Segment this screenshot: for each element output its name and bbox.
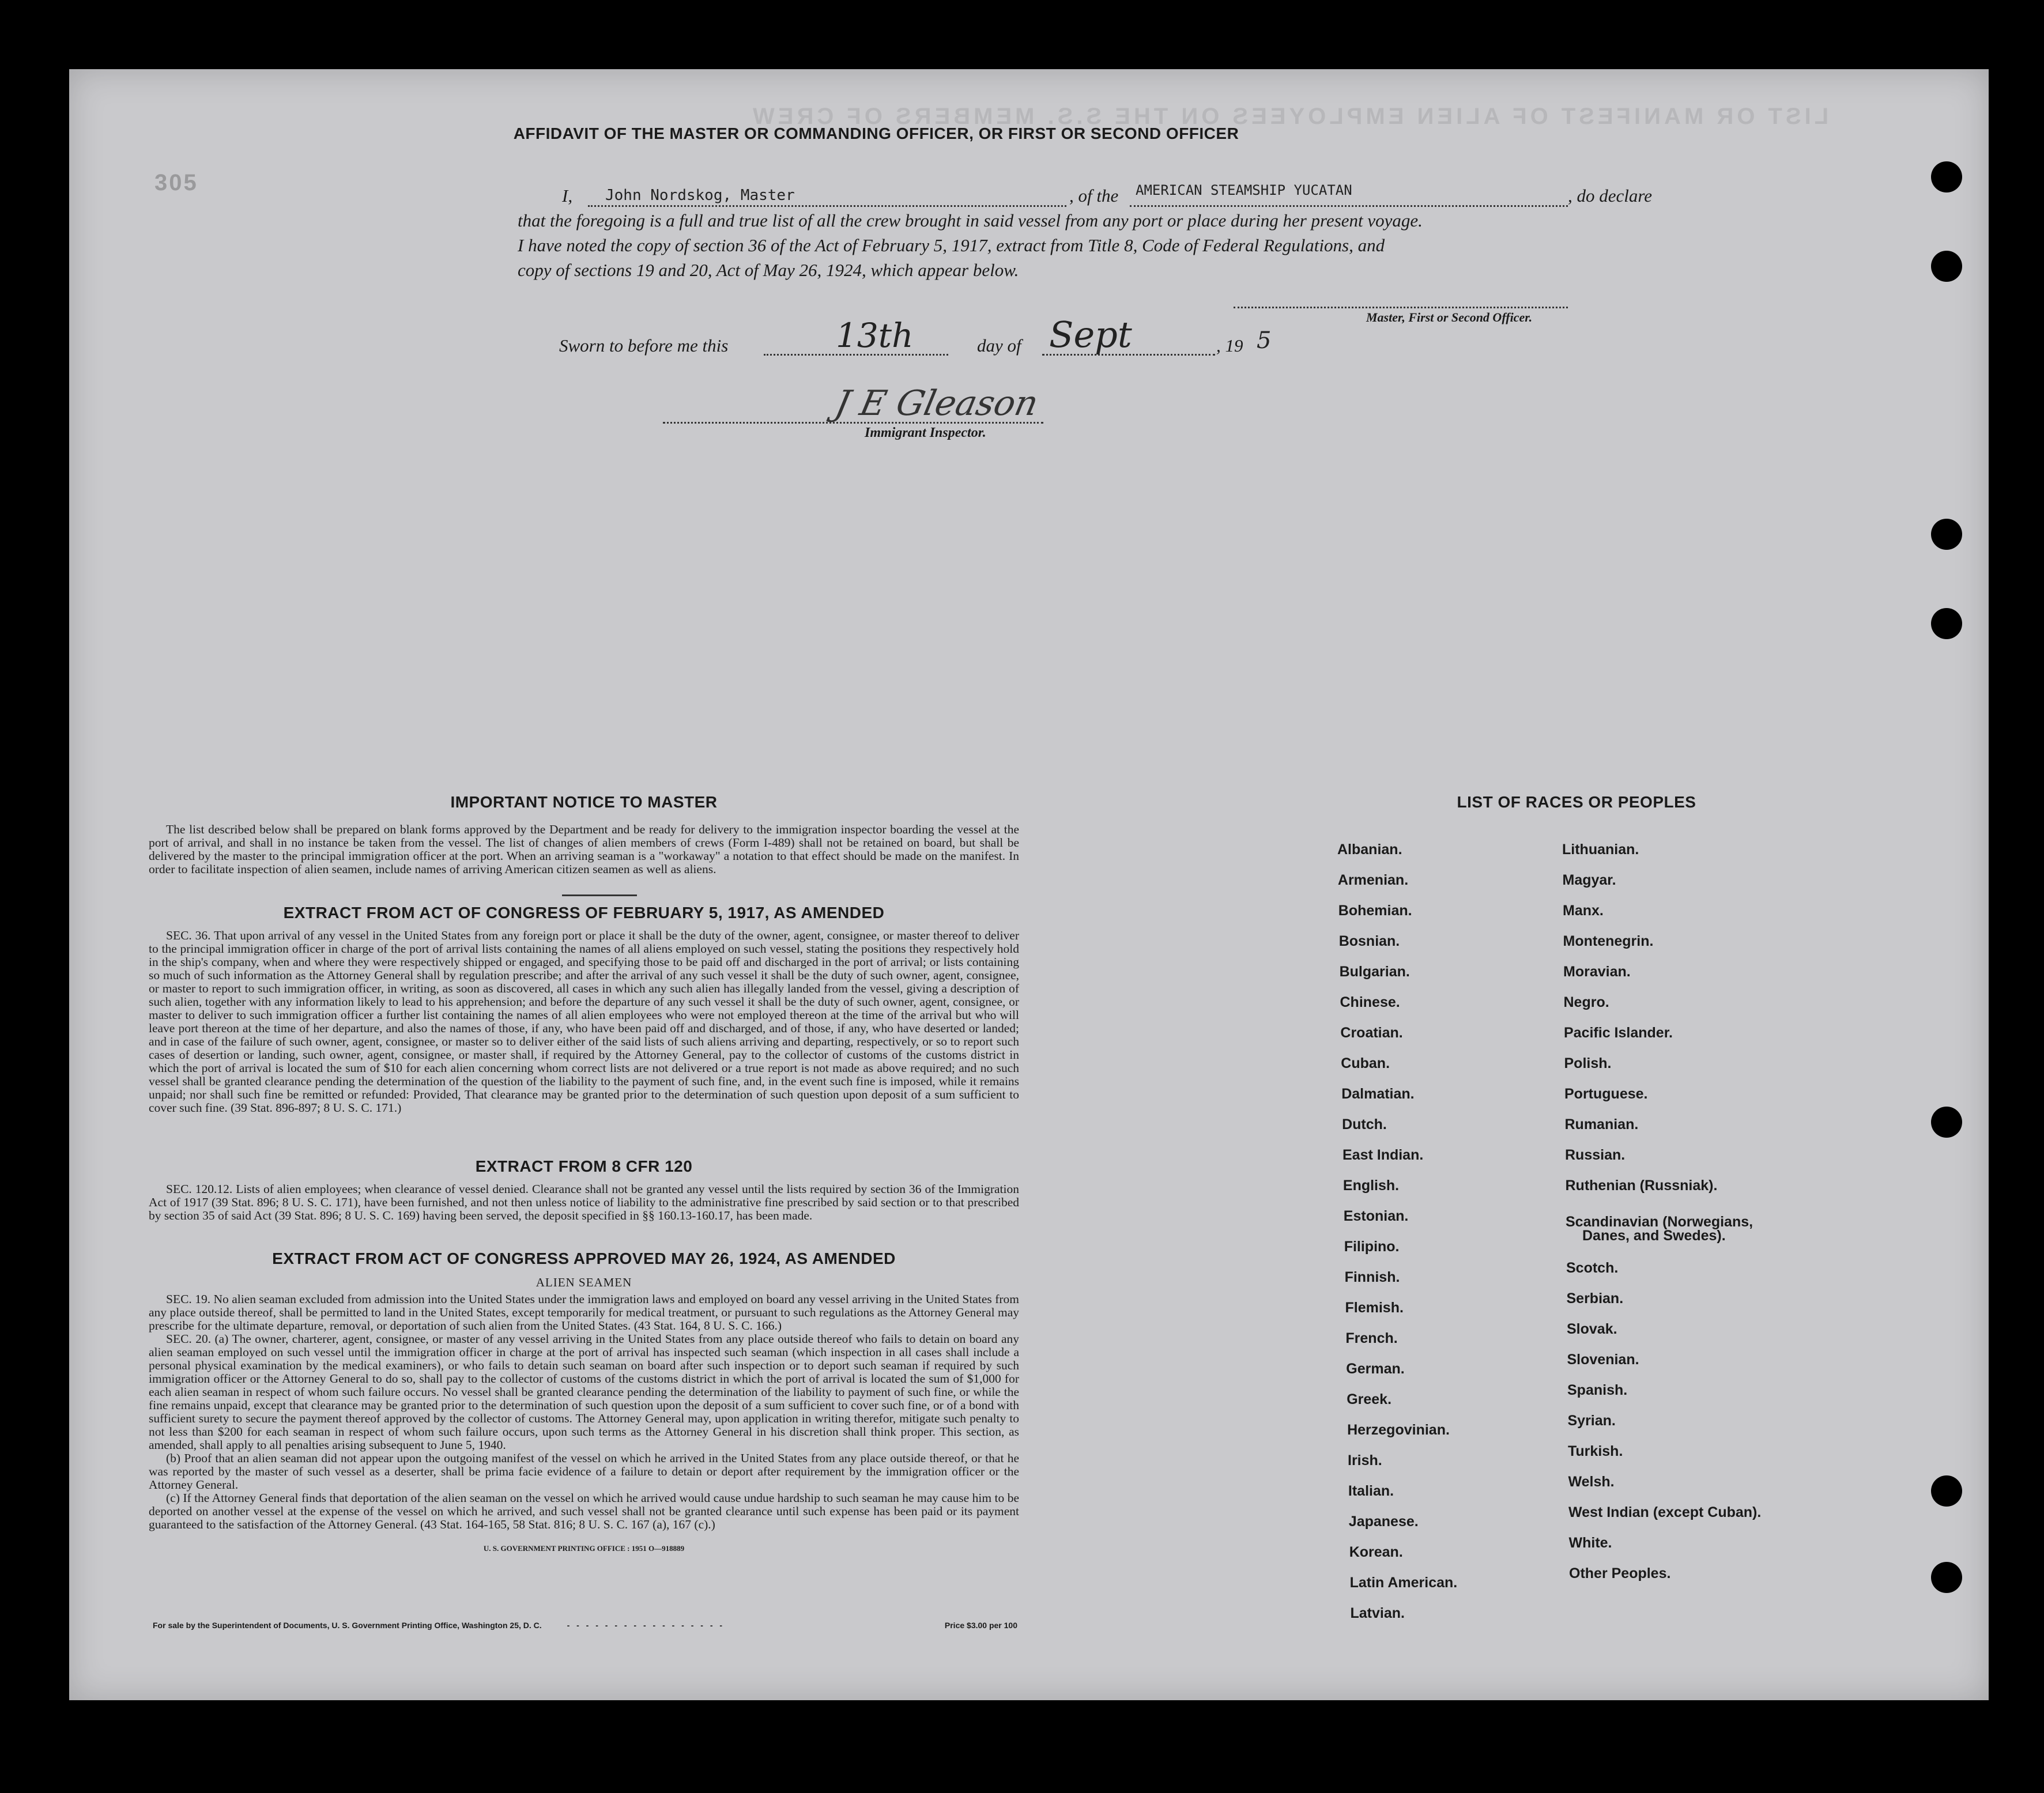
race-item: Latvian. (1350, 1605, 1405, 1621)
race-item: Lithuanian. (1562, 841, 1639, 858)
extract-1917-title: EXTRACT FROM ACT OF CONGRESS OF FEBRUARY 5, 1917, AS AMENDED (283, 904, 885, 922)
affidavit-title: AFFIDAVIT OF THE MASTER OR COMMANDING OFFICER, OR FIRST OR SECOND OFFICER (513, 124, 1239, 142)
race-item: Montenegrin. (1563, 933, 1654, 949)
bleed-through-text: LIST OR MANIFEST OF ALIEN EMPLOYEES ON THE S.S. MEMBERS OF CREW (749, 104, 1829, 129)
affidavit-line-3: I have noted the copy of section 36 of the Act of February 5, 1917, extract from Title 8, Code of Federal Regulations, and (518, 235, 1385, 255)
race-item: Portuguese. (1564, 1086, 1648, 1102)
race-item: Cuban. (1341, 1055, 1390, 1071)
inspector-label: Immigrant Inspector. (865, 425, 986, 440)
race-item: Finnish. (1344, 1269, 1400, 1285)
inspector-signature: J E Gleason (831, 383, 1042, 424)
race-item: Slovenian. (1567, 1352, 1639, 1368)
sale-notice: For sale by the Superintendent of Documents, U. S. Government Printing Office, Washington 25, D. C. (153, 1621, 542, 1630)
extract-1917-body: SEC. 36. That upon arrival of any vessel in the United States from any foreign port or place it shall be the duty of the owner, agent, consignee, or master thereof to deliver to the principal immigration officer in charge of the port of arrival lists containing the names of all aliens employed on such vessel, stating the positions they respectively hold in the ship's company, when and where they were respectively shipped or engaged, and specifying those to be paid off and discharged in the port of arrival; or lists containing so much of such information as the Attorney General shall by regulation prescribe; and after the arrival of any such vessel it shall be the duty of such owner, agent, consignee, or master to report to such immigration officer, in writing, as soon as discovered, all cases in which any such alien has illegally landed from the vessel, giving a description of such alien, together with any information likely to lead to his apprehension; and before the departure of any such vessel it shall be the duty of such owner, agent, consignee, or master to deliver to such immigration officer a further list containing the names of all alien employees who were not employed thereon at the time of the arrival but who will leave port thereon at the time of her departure, and also the names of those, if any, who have been paid off and discharged, and of those, if any, who have deserted or landed; and in case of the failure of such owner, agent, consignee, or master so to deliver either of the said lists of such aliens arriving and departing, respectively, or so to report such cases of desertion or landing, such owner, agent, consignee, or master shall, if required by the Attorney General, pay to the collector of customs of the customs district in which the port of arrival is located the sum of $10 for each alien concerning whom correct lists are not delivered or a true report is not made as above required; and no such vessel shall be granted clearance pending the determination of the question of the liability to the payment of such fine, and, in the event such fine is imposed, while it remains unpaid; nor shall such fine be remitted or refunded: Provided, That clearance may be granted prior to the determination of such question upon deposit of a sum sufficient to cover such fine. (39 Stat. 896-897; 8 U. S. C. 171.) (149, 928, 1019, 1115)
race-item: Flemish. (1345, 1300, 1404, 1316)
race-item: Irish. (1348, 1452, 1382, 1469)
race-item: East Indian. (1342, 1147, 1424, 1163)
race-item: Negro. (1563, 994, 1609, 1010)
race-item: Latin American. (1349, 1575, 1458, 1591)
race-item: Russian. (1565, 1147, 1626, 1163)
extract-1924-sec19: SEC. 19. No alien seaman excluded from admission into the United States under the immigration laws and employed on board any vessel arriving in the United States from any place outside thereof, shall be permitted to land in the United States, except temporarily for medical treatment, or pursuant to such regulations as the Attorney General may prescribe for the ultimate departure, removal, or deportation of such alien from the United States. (43 Stat. 164, 8 U. S. C. 166.) (149, 1292, 1019, 1333)
race-item: Scandinavian (Norwegians, (1566, 1214, 1753, 1230)
race-item: English. (1342, 1177, 1400, 1194)
notice-title: IMPORTANT NOTICE TO MASTER (450, 793, 718, 811)
punch-hole (1931, 1562, 1962, 1593)
sworn-month-handwritten: Sept (1049, 314, 1132, 356)
race-item: Filipino. (1344, 1239, 1400, 1255)
race-item: Greek. (1347, 1391, 1392, 1407)
declarant-line (588, 205, 1066, 207)
race-item: Korean. (1349, 1544, 1403, 1560)
punch-hole (1931, 1475, 1962, 1507)
of-the-label: , of the (1069, 186, 1119, 206)
extract-1924-title: EXTRACT FROM ACT OF CONGRESS APPROVED MAY 26, 1924, AS AMENDED (272, 1250, 896, 1267)
race-item: Armenian. (1337, 872, 1409, 888)
footer (153, 1621, 1017, 1630)
race-item: Dutch. (1342, 1116, 1387, 1133)
affidavit-line-4: copy of sections 19 and 20, Act of May 26, 1924, which appear below. (518, 260, 1019, 280)
race-item: Estonian. (1343, 1208, 1409, 1224)
race-item: Chinese. (1340, 994, 1400, 1010)
declarant-name: John Nordskog, Master (605, 187, 795, 204)
master-signature-line (1234, 307, 1568, 308)
punch-hole (1931, 608, 1962, 639)
race-item: Bulgarian. (1339, 964, 1410, 980)
sworn-day-handwritten: 13th (836, 316, 914, 355)
year-prefix: , 19 (1216, 335, 1243, 356)
race-item: White. (1568, 1535, 1612, 1551)
manifest-back-page (69, 69, 1989, 1700)
race-item: Bosnian. (1338, 933, 1400, 949)
notice-body: The list described below shall be prepared on blank forms approved by the Department and be ready for delivery to the immigration inspector boarding the vessel at the port of arrival, and shall in no instance be taken from the vessel. The list of changes of alien members of crews (Form I-489) shall not be retained on board, but shall be delivered by the master to the principal immigration officer at the port. When an arriving seaman is a "workaway" a notation to that effect should be made on the manifest. In order to facilitate inspection of alien seamen, include names of arriving American citizen seamen as well as aliens. (149, 822, 1019, 876)
race-item: Moravian. (1563, 964, 1631, 980)
race-item: Scotch. (1566, 1260, 1619, 1276)
race-item: Herzegovinian. (1347, 1422, 1450, 1438)
race-item: Albanian. (1337, 841, 1402, 858)
extract-cfr-title: EXTRACT FROM 8 CFR 120 (475, 1157, 693, 1175)
price-note: Price $3.00 per 100 (944, 1621, 1017, 1630)
extract-1924-section (149, 1250, 1019, 1555)
affidavit-line-2: that the foregoing is a full and true list of all the crew brought in said vessel from any port or place during her present voyage. (518, 210, 1423, 231)
punch-hole (1931, 519, 1962, 550)
divider (562, 894, 637, 896)
affidavit-i-label: I, (562, 186, 573, 206)
race-item: Croatian. (1340, 1025, 1403, 1041)
extract-cfr-section (149, 1157, 1019, 1222)
race-item: Other Peoples. (1569, 1565, 1671, 1581)
race-item: Pacific Islander. (1564, 1025, 1673, 1041)
race-item: Polish. (1564, 1055, 1612, 1071)
year-suffix-handwritten: 5 (1257, 327, 1272, 354)
races-title: LIST OF RACES OR PEOPLES (1457, 793, 1696, 811)
margin-stamp: 305 (154, 170, 198, 195)
race-item: West Indian (except Cuban). (1568, 1504, 1762, 1520)
race-item: Rumanian. (1564, 1116, 1639, 1133)
notice-section (149, 793, 1019, 876)
race-item: Dalmatian. (1341, 1086, 1415, 1102)
race-item: Welsh. (1568, 1474, 1615, 1490)
race-item: Serbian. (1566, 1290, 1624, 1307)
gpo-imprint: U. S. GOVERNMENT PRINTING OFFICE : 1951 O—918889 (483, 1544, 685, 1553)
master-signature-label: Master, First or Second Officer. (1366, 310, 1533, 324)
race-item: French. (1345, 1330, 1398, 1346)
race-item: Ruthenian (Russniak). (1565, 1177, 1718, 1194)
race-item: Turkish. (1568, 1443, 1623, 1459)
punch-hole (1931, 1107, 1962, 1138)
footer-dashes: - - - - - - - - - - - - - - - - - (567, 1621, 725, 1630)
day-of-label: day of (977, 335, 1021, 356)
extract-1924-sec20a: SEC. 20. (a) The owner, charterer, agent, consignee, or master of any vessel arriving in the United States from any place outside thereof who fails to detain on board any alien seaman employed on such vessel until the immigration officer in charge at the port of arrival has inspected such seaman (which inspection in all cases shall include a personal physical examination by the medical examiners), or who fails to detain such seaman on board after such inspection or to deport such seaman if required by such immigration officer or the Attorney General to do so, shall pay to the collector of customs of the customs district in which the port of arrival is located the sum of $1,000 for each alien seaman in respect of whom such failure occurs. No vessel shall be granted clearance pending the determination of the liability to payment of such fine, or while the fine remains unpaid, except that clearance may be granted prior to the determination of such question upon the deposit of a sum sufficient to cover such fine, or of a bond with sufficient surety to secure the payment thereof approved by the collector of customs. The Attorney General may, upon application in writing therefor, mitigate such penalty to not less than $200 for each seaman in respect of whom such failure occurs, upon such terms as the Attorney General in his discretion shall think proper. This section, as amended, shall apply to all penalties arising subsequent to June 5, 1940. (149, 1332, 1019, 1452)
punch-hole (1931, 251, 1962, 282)
race-item: Danes, and Swedes). (1582, 1228, 1726, 1244)
race-item: Italian. (1348, 1483, 1394, 1499)
extract-1917-section (149, 904, 1019, 1115)
race-item: Magyar. (1562, 872, 1616, 888)
extract-1924-sec20c: (c) If the Attorney General finds that deportation of the alien seaman on the vessel on which he arrived would cause undue hardship to such seaman he may cause him to be deported on another vessel at the expense of the vessel on which he arrived, and such vessel shall not be granted clearance until such expense has been paid or its payment guaranteed to the satisfaction of the Attorney General. (43 Stat. 164-165, 58 Stat. 816; 8 U. S. C. 167 (a), 167 (c).) (149, 1491, 1019, 1531)
extract-1924-sec20b: (b) Proof that an alien seaman did not appear upon the outgoing manifest of the vessel on which he arrived in the United States from any place outside thereof, or that he was reported by the master of such vessel as a deserter, shall be prima facie evidence of a failure to detain or deport after requirement by the immigration officer or the Attorney General. (149, 1451, 1019, 1492)
race-item: German. (1346, 1361, 1405, 1377)
do-declare-label: , do declare (1568, 186, 1653, 206)
race-item: Bohemian. (1338, 903, 1412, 919)
vessel-line (1130, 205, 1568, 207)
vessel-name: AMERICAN STEAMSHIP YUCATAN (1136, 182, 1352, 198)
extract-cfr-body: SEC. 120.12. Lists of alien employees; when clearance of vessel denied. Clearance shall not be granted any vessel until the lists required by section 36 of the Immigration Act of 1917 (39 Stat. 896; 8 U. S. C. 171), have been furnished, and not then unless notice of liability to the administrative fine prescribed by said section or to that prescribed by section 35 of said Act (39 Stat. 896; 8 U. S. C. 169) having been served, the deposit specified in §§ 160.13-160.17, has been made. (149, 1182, 1019, 1222)
race-item: Slovak. (1567, 1321, 1617, 1337)
race-item: Spanish. (1567, 1382, 1628, 1398)
punch-hole (1931, 161, 1962, 192)
race-item: Manx. (1563, 903, 1604, 919)
sworn-label: Sworn to before me this (559, 335, 729, 356)
race-item: Syrian. (1567, 1413, 1616, 1429)
race-item: Japanese. (1348, 1513, 1419, 1530)
extract-1924-subtitle: ALIEN SEAMEN (535, 1275, 632, 1289)
